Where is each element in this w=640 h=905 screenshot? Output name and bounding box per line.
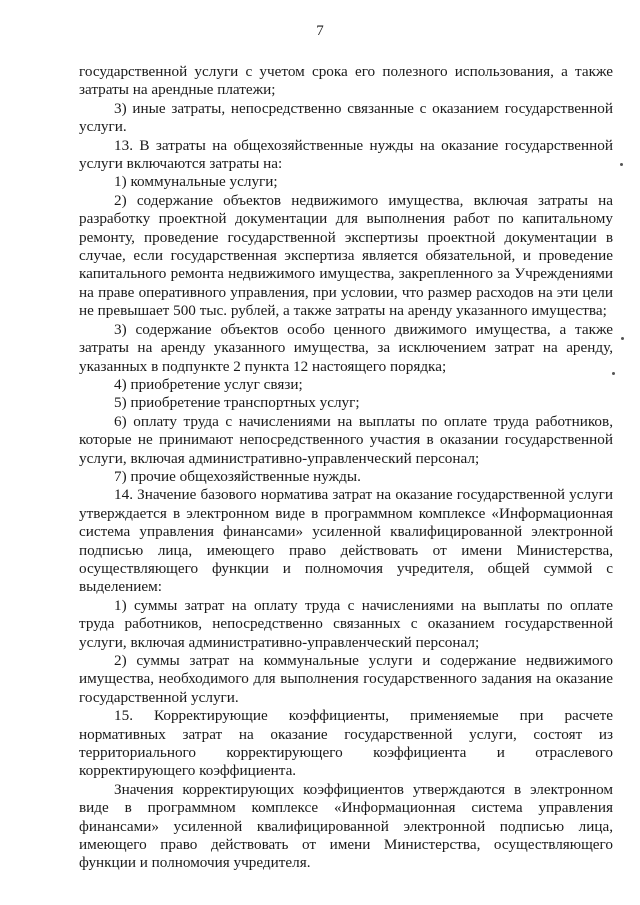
paragraph-item-1-utilities: 1) коммунальные услуги; [114,173,278,191]
document-body [79,63,613,873]
paragraph-section-13: 13. В затраты на общехозяйственные нужды на оказание государственной услуги включаются затраты на: [79,136,613,173]
paragraph-item-3-other-costs: 3) иные затраты, непосредственно связанные с оказанием государственной услуги. [79,99,613,136]
scan-margin-mark [621,337,624,340]
paragraph-item-7-other-needs: 7) прочие общехозяйственные нужды. [114,467,361,485]
page-number: 7 [316,23,324,39]
paragraph-item-5-transport: 5) приобретение транспортных услуг; [114,394,360,412]
paragraph-section-14-item-2: 2) суммы затрат на коммунальные услуги и содержание недвижимого имущества, необходимого для выполнения государственного задания на оказание государственной услуги. [79,652,613,706]
paragraph-item-2-real-estate: 2) содержание объектов недвижимого имущества, включая затраты на разработку проектной документации для выполнения работ по капитальному ремонту, проведение государственной экспертизы проектной документации в случае, если государственная экспертиза является обязательной, и проведение капитального ремонта недвижимого имущества, закрепленного за Учреждениями на праве оперативного управления, при условии, что размер расходов на эти цели не превышает 500 тыс. рублей, а также затраты на аренду указанного имущества; [79,191,613,320]
paragraph-continuation: государственной услуги с учетом срока его полезного использования, а также затраты на арендные платежи; [79,63,613,99]
paragraph-section-15: 15. Корректирующие коэффициенты, применяемые при расчете нормативных затрат на оказание государственной услуги, состоят из территориального корректирующего коэффициента и отраслевого корректирующего коэффициента. [79,707,613,780]
scan-margin-mark [612,372,615,375]
scan-margin-mark [620,163,623,166]
paragraph-item-6-wages: 6) оплату труда с начислениями на выплаты по оплате труда работников, которые не принимают непосредственного участия в оказании государственной услуги, включая административно-управленческий персонал; [79,412,613,467]
paragraph-section-14-item-1: 1) суммы затрат на оплату труда с начислениями на выплаты по оплате труда работников, непосредственно связанных с оказанием государственной услуги, включая административно-управленческий персонал; [79,596,613,651]
paragraph-section-14: 14. Значение базового норматива затрат на оказание государственной услуги утверждается в электронном виде в программном комплексе «Информационная система управления финансами» усиленной квалифицированной электронной подписью лица, имеющего право действовать от имени Министерства, осуществляющего функции и полномочия учредителя, общей суммой с выделением: [79,486,613,596]
paragraph-item-4-communications: 4) приобретение услуг связи; [114,375,303,393]
paragraph-coefficients-approval: Значения корректирующих коэффициентов утверждаются в электронном виде в программном комплексе «Информационная система управления финансами» усиленной квалифицированной электронной подписью лица, имеющего право действовать от имени Министерства, осуществляющего функции и полномочия учредителя. [79,780,613,872]
paragraph-item-3-movable-property: 3) содержание объектов особо ценного движимого имущества, а также затраты на аренду указанного имущества, за исключением затрат на аренду, указанных в подпункте 2 пункта 12 настоящего порядка; [79,320,613,375]
